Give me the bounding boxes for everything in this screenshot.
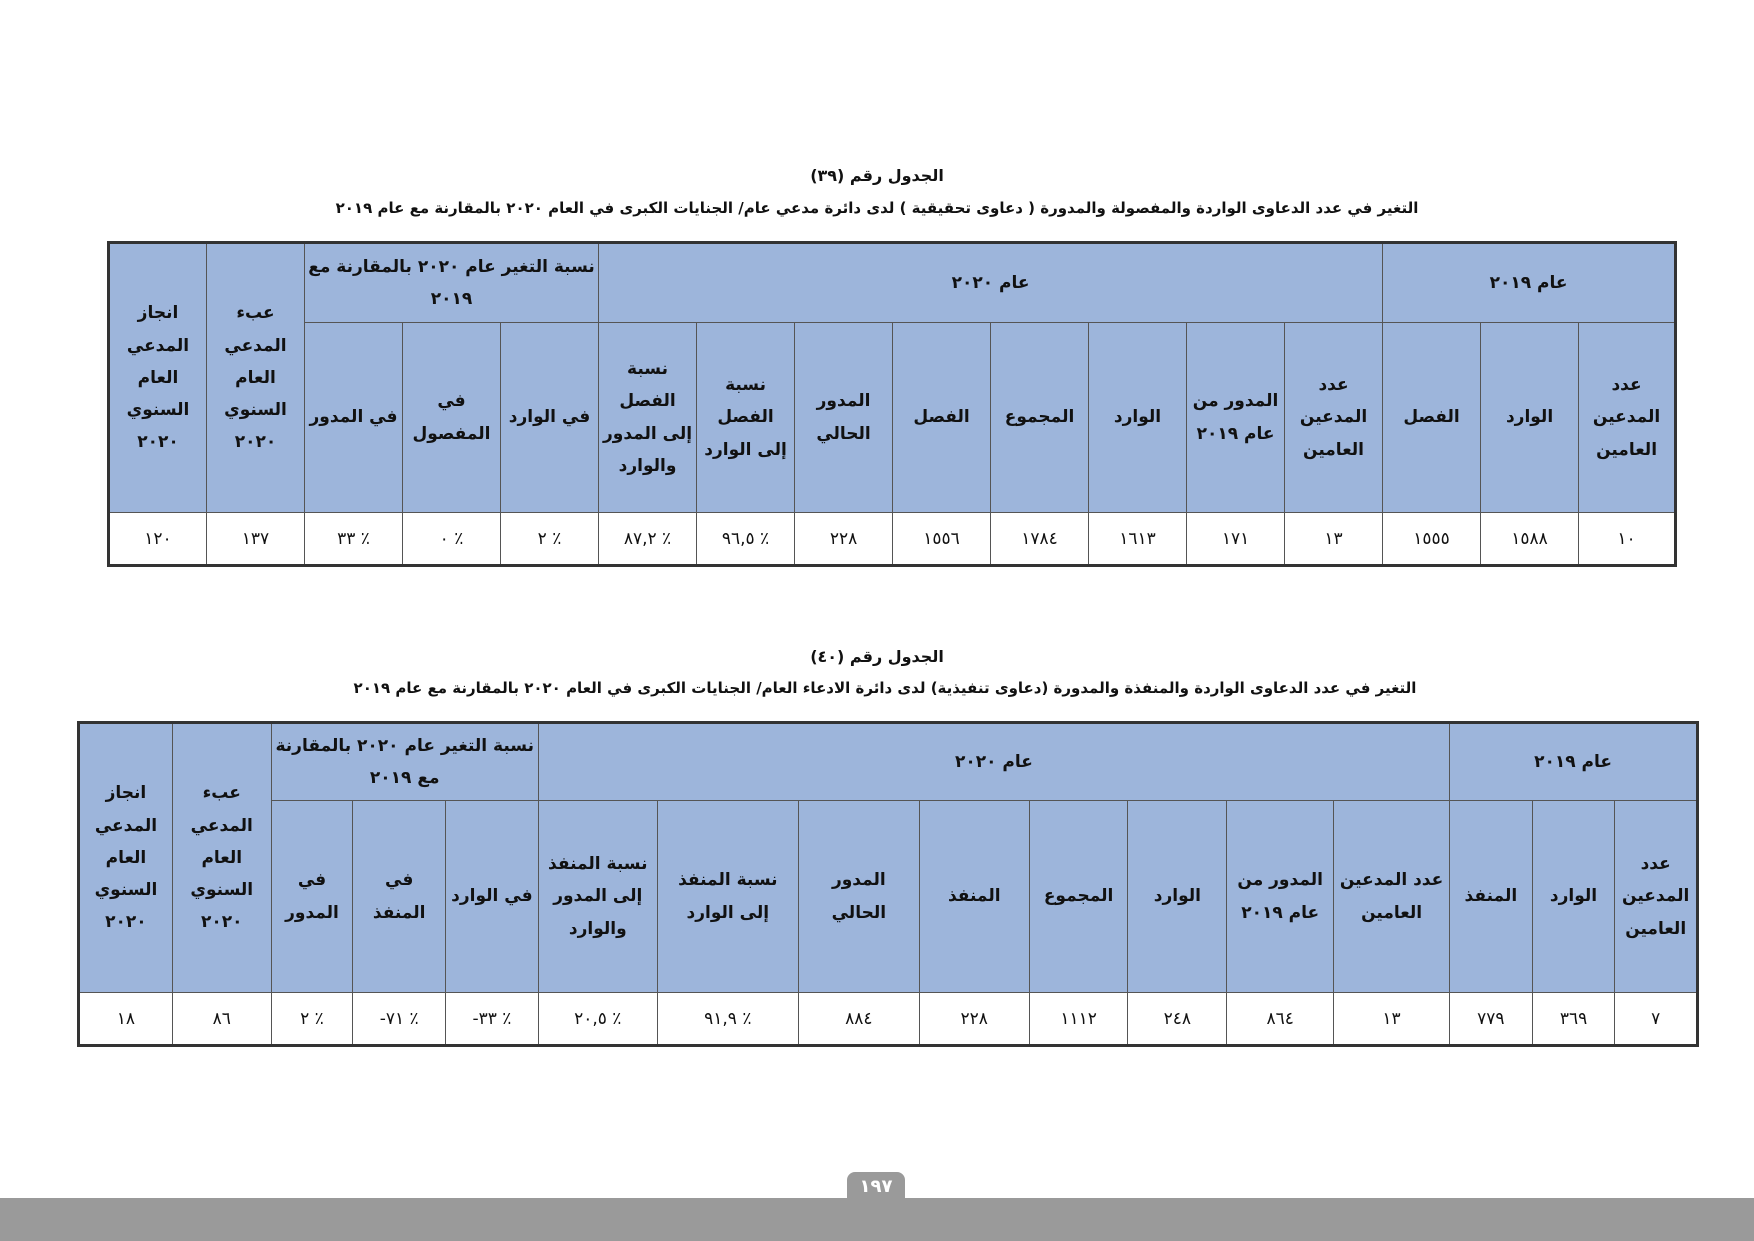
header-2019-decided: الفصل [1383, 323, 1481, 513]
table-row [79, 993, 1698, 1046]
header-change-carried: في المدور [305, 323, 403, 513]
cell: ١٨ [79, 993, 173, 1046]
cell: ١٧١ [1187, 513, 1285, 566]
cell: ١٥٥٥ [1383, 513, 1481, 566]
cell: ٧ [1615, 993, 1698, 1046]
header-burden: عبء المدعي العام السنوي ٢٠٢٠ [172, 723, 271, 993]
header-burden: عبء المدعي العام السنوي ٢٠٢٠ [207, 243, 305, 513]
cell: ٢٤٨ [1128, 993, 1227, 1046]
cell: ١٦١٣ [1089, 513, 1187, 566]
header-change-decided: في المفصول [403, 323, 501, 513]
cell: ٣٦٩ [1532, 993, 1615, 1046]
cell: ٪ ٩١,٩ [657, 993, 798, 1046]
table-39-title: التغير في عدد الدعاوى الواردة والمفصولة والمدورة ( دعاوى تحقيقية ) لدى دائرة مدعي عام/ الجنايات الكبرى في العام ٢٠٢٠ بالمقارنة مع عام ٢٠١٩ [335, 199, 1419, 217]
cell: ٪ ٧١- [353, 993, 446, 1046]
cell: ٪ ٢٠,٥ [538, 993, 657, 1046]
cell: ٨٦ [172, 993, 271, 1046]
header-2020-ratio-total: نسبة الفصل إلى المدور والوارد [599, 323, 697, 513]
header-change-carried: في المدور [271, 801, 353, 993]
header-2020-group: عام ٢٠٢٠ [599, 243, 1383, 323]
cell: ١٥٨٨ [1481, 513, 1579, 566]
header-2019-group: عام ٢٠١٩ [1450, 723, 1698, 801]
header-2020-carried-over: المدور من عام ٢٠١٩ [1227, 801, 1334, 993]
header-2020-prosecutors: عدد المدعين العامين [1285, 323, 1383, 513]
header-change-incoming: في الوارد [446, 801, 539, 993]
cell: ٪ ٣٣ [305, 513, 403, 566]
cell: ٪ ٠ [403, 513, 501, 566]
header-2019-incoming: الوارد [1532, 801, 1615, 993]
header-2020-carried-over: المدور من عام ٢٠١٩ [1187, 323, 1285, 513]
cell: ٪ ٩٦,٥ [697, 513, 795, 566]
cell: ٧٧٩ [1450, 993, 1533, 1046]
table-40-title: التغير في عدد الدعاوى الواردة والمنفذة والمدورة (دعاوى تنفيذية) لدى دائرة الادعاء العام/ الجنايات الكبرى في العام ٢٠٢٠ بالمقارنة مع عام ٢٠١٩ [353, 679, 1417, 697]
header-2019-prosecutors: عدد المدعين العامين [1615, 801, 1698, 993]
header-2020-executed: المنفذ [919, 801, 1029, 993]
header-change-group: نسبة التغير عام ٢٠٢٠ بالمقارنة مع ٢٠١٩ [305, 243, 599, 323]
cell: ١٣ [1334, 993, 1450, 1046]
cell: ٨٦٤ [1227, 993, 1334, 1046]
cell: ١٧٨٤ [991, 513, 1089, 566]
cell: ٢٢٨ [795, 513, 893, 566]
table-40 [77, 721, 1699, 1047]
cell: ١٢٠ [109, 513, 207, 566]
header-2020-ratio-incoming: نسبة الفصل إلى الوارد [697, 323, 795, 513]
header-2019-incoming: الوارد [1481, 323, 1579, 513]
cell: ١٥٥٦ [893, 513, 991, 566]
cell: ١٣ [1285, 513, 1383, 566]
header-2020-ratio-incoming: نسبة المنفذ إلى الوارد [657, 801, 798, 993]
header-2020-prosecutors: عدد المدعين العامين [1334, 801, 1450, 993]
table-39 [107, 241, 1677, 567]
page-number: ١٩٧ [847, 1172, 905, 1200]
table-39-number: الجدول رقم (٣٩) [810, 166, 944, 185]
header-change-group: نسبة التغير عام ٢٠٢٠ بالمقارنة مع ٢٠١٩ [271, 723, 538, 801]
header-change-incoming: في الوارد [501, 323, 599, 513]
header-achievement: انجاز المدعي العام السنوي ٢٠٢٠ [109, 243, 207, 513]
header-2020-current-carried: المدور الحالي [798, 801, 919, 993]
header-2020-current-carried: المدور الحالي [795, 323, 893, 513]
cell: ٪ ٢ [271, 993, 353, 1046]
header-2020-total: المجموع [991, 323, 1089, 513]
cell: ١٣٧ [207, 513, 305, 566]
footer-bar [0, 1198, 1754, 1241]
header-2020-incoming: الوارد [1089, 323, 1187, 513]
table-40-number: الجدول رقم (٤٠) [810, 647, 944, 666]
cell: ٨٨٤ [798, 993, 919, 1046]
header-2019-prosecutors: عدد المدعين العامين [1579, 323, 1676, 513]
header-2020-group: عام ٢٠٢٠ [538, 723, 1449, 801]
header-achievement: انجاز المدعي العام السنوي ٢٠٢٠ [79, 723, 173, 993]
header-2020-incoming: الوارد [1128, 801, 1227, 993]
header-2020-decided: الفصل [893, 323, 991, 513]
header-2019-group: عام ٢٠١٩ [1383, 243, 1676, 323]
header-2019-executed: المنفذ [1450, 801, 1533, 993]
cell: ١١١٢ [1029, 993, 1128, 1046]
table-row [109, 513, 1676, 566]
header-2020-total: المجموع [1029, 801, 1128, 993]
cell: ٢٢٨ [919, 993, 1029, 1046]
cell: ٪ ٨٧,٢ [599, 513, 697, 566]
cell: ٪ ٣٣- [446, 993, 539, 1046]
header-2020-ratio-total: نسبة المنفذ إلى المدور والوارد [538, 801, 657, 993]
cell: ٪ ٢ [501, 513, 599, 566]
cell: ١٠ [1579, 513, 1676, 566]
header-change-executed: في المنفذ [353, 801, 446, 993]
